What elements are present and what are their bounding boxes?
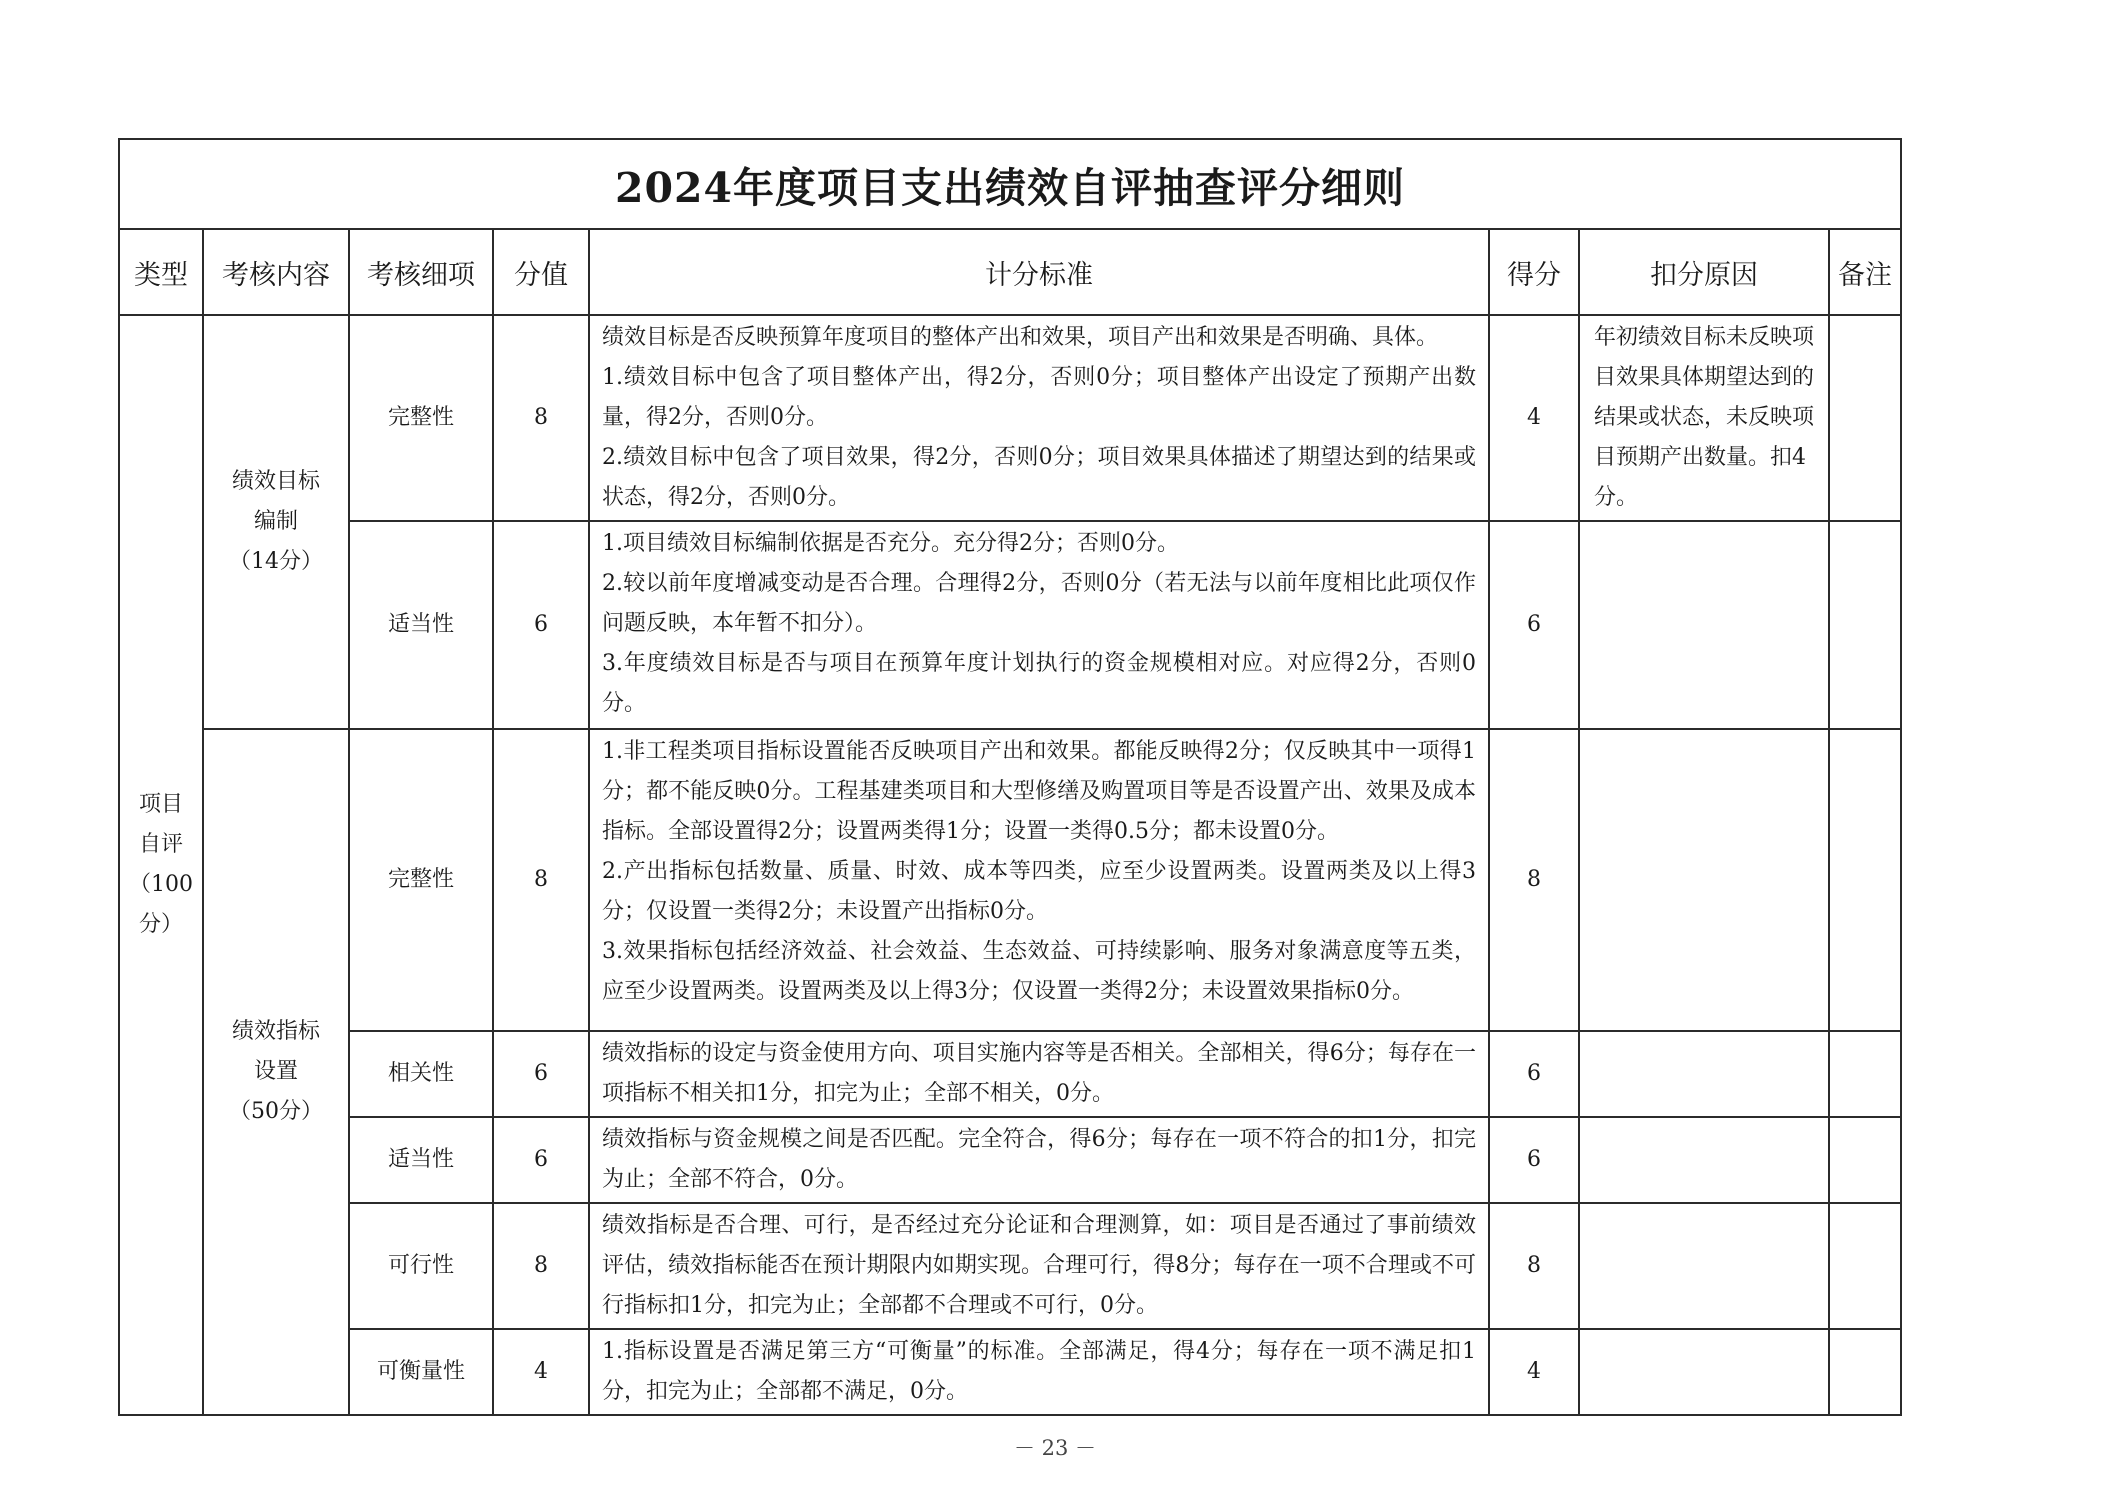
remarks-cell xyxy=(1829,1203,1901,1329)
group-goal-cell xyxy=(203,315,349,729)
text-line: 绩效指标 xyxy=(231,1019,320,1044)
text-line: 1.绩效目标中包含了项目整体产出，得2分，否则0分；项目整体产出设定了预期产出数量，得2分，否则0分。 xyxy=(602,365,1476,430)
table-row xyxy=(119,1031,1901,1117)
reason-cell xyxy=(1579,1031,1829,1117)
obtained-cell: 4 xyxy=(1489,1329,1579,1415)
obtained-cell: 6 xyxy=(1489,521,1579,729)
text-line: 3.效果指标包括经济效益、社会效益、生态效益、可持续影响、服务对象满意度等五类，应至少设置两类。设置两类及以上得3分；仅设置一类得2分；未设置效果指标0分。 xyxy=(602,939,1476,1004)
text-line: 3.年度绩效目标是否与项目在预算年度计划执行的资金规模相对应。对应得2分，否则0分。 xyxy=(602,651,1476,716)
text-line: 分） xyxy=(138,912,183,937)
text-line: 2.产出指标包括数量、质量、时效、成本等四类，应至少设置两类。设置两类及以上得3分；仅设置一类得2分；未设置产出指标0分。 xyxy=(602,859,1476,924)
header-reason: 扣分原因 xyxy=(1579,229,1829,315)
item-cell: 可衡量性 xyxy=(349,1329,493,1415)
document-title: 2024年度项目支出绩效自评抽查评分细则 xyxy=(119,139,1901,229)
header-criteria: 计分标准 xyxy=(589,229,1489,315)
criteria-cell xyxy=(589,315,1489,521)
reason-cell xyxy=(1579,1329,1829,1415)
text-line: 设置 xyxy=(253,1059,298,1084)
category-cell xyxy=(119,315,203,1415)
reason-cell xyxy=(1579,521,1829,729)
table-row xyxy=(119,315,1901,521)
score-cell: 8 xyxy=(493,1203,589,1329)
remarks-cell xyxy=(1829,1117,1901,1203)
text-line: 编制 xyxy=(253,509,298,534)
score-cell: 4 xyxy=(493,1329,589,1415)
header-content: 考核内容 xyxy=(203,229,349,315)
item-cell: 适当性 xyxy=(349,521,493,729)
item-cell: 完整性 xyxy=(349,315,493,521)
criteria-cell xyxy=(589,521,1489,729)
criteria-cell xyxy=(589,729,1489,1031)
scoring-table xyxy=(118,138,1902,1416)
remarks-cell xyxy=(1829,1329,1901,1415)
item-cell: 相关性 xyxy=(349,1031,493,1117)
item-cell: 适当性 xyxy=(349,1117,493,1203)
text-line: 绩效目标是否反映预算年度项目的整体产出和效果，项目产出和效果是否明确、具体。 xyxy=(602,325,1439,350)
obtained-cell: 4 xyxy=(1489,315,1579,521)
text-line: （100 xyxy=(129,872,193,897)
obtained-cell: 6 xyxy=(1489,1117,1579,1203)
remarks-cell xyxy=(1829,521,1901,729)
header-item: 考核细项 xyxy=(349,229,493,315)
table-row xyxy=(119,1117,1901,1203)
page-number: － 23 － xyxy=(1013,1436,1097,1460)
obtained-cell: 6 xyxy=(1489,1031,1579,1117)
header-obtained: 得分 xyxy=(1489,229,1579,315)
item-cell: 完整性 xyxy=(349,729,493,1031)
text-line: 1.项目绩效目标编制依据是否充分。充分得2分；否则0分。 xyxy=(602,531,1179,556)
header-row xyxy=(119,229,1901,315)
score-cell: 8 xyxy=(493,315,589,521)
header-type: 类型 xyxy=(119,229,203,315)
group-indicator-cell xyxy=(203,729,349,1415)
text-line: 自评 xyxy=(138,832,183,857)
score-cell: 6 xyxy=(493,521,589,729)
score-cell: 8 xyxy=(493,729,589,1031)
reason-cell: 年初绩效目标未反映项目效果具体期望达到的结果或状态，未反映项目预期产出数量。扣4分。 xyxy=(1579,315,1829,521)
obtained-cell: 8 xyxy=(1489,729,1579,1031)
remarks-cell xyxy=(1829,729,1901,1031)
reason-cell xyxy=(1579,729,1829,1031)
reason-cell xyxy=(1579,1117,1829,1203)
header-remarks: 备注 xyxy=(1829,229,1901,315)
text-line: 项目 xyxy=(138,792,183,817)
header-score: 分值 xyxy=(493,229,589,315)
text-line: （14分） xyxy=(229,549,323,574)
criteria-cell: 1.指标设置是否满足第三方“可衡量”的标准。全部满足，得4分；每存在一项不满足扣1分，扣完为止；全部都不满足，0分。 xyxy=(589,1329,1489,1415)
text-line: 2.较以前年度增减变动是否合理。合理得2分，否则0分（若无法与以前年度相比此项仅作问题反映，本年暂不扣分）。 xyxy=(602,571,1476,636)
criteria-cell: 绩效指标的设定与资金使用方向、项目实施内容等是否相关。全部相关，得6分；每存在一项指标不相关扣1分，扣完为止；全部不相关，0分。 xyxy=(589,1031,1489,1117)
text-line: 1.非工程类项目指标设置能否反映项目产出和效果。都能反映得2分；仅反映其中一项得1分；都不能反映0分。工程基建类项目和大型修缮及购置项目等是否设置产出、效果及成本指标。全部设置得2分；设置两类得1分；设置一类得0.5分；都未设置0分。 xyxy=(602,739,1476,844)
criteria-cell: 绩效指标是否合理、可行，是否经过充分论证和合理测算，如：项目是否通过了事前绩效评估，绩效指标能否在预计期限内如期实现。合理可行，得8分；每存在一项不合理或不可行指标扣1分，扣完为止；全部都不合理或不可行，0分。 xyxy=(589,1203,1489,1329)
text-line: （50分） xyxy=(229,1099,323,1124)
table-row xyxy=(119,1203,1901,1329)
obtained-cell: 8 xyxy=(1489,1203,1579,1329)
item-cell: 可行性 xyxy=(349,1203,493,1329)
score-cell: 6 xyxy=(493,1031,589,1117)
score-cell: 6 xyxy=(493,1117,589,1203)
remarks-cell xyxy=(1829,1031,1901,1117)
table-row xyxy=(119,521,1901,729)
table-row xyxy=(119,1329,1901,1415)
criteria-cell: 绩效指标与资金规模之间是否匹配。完全符合，得6分；每存在一项不符合的扣1分，扣完为止；全部不符合，0分。 xyxy=(589,1117,1489,1203)
text-line: 2.绩效目标中包含了项目效果，得2分，否则0分；项目效果具体描述了期望达到的结果或状态，得2分，否则0分。 xyxy=(602,445,1476,510)
table-row xyxy=(119,729,1901,1031)
remarks-cell xyxy=(1829,315,1901,521)
reason-cell xyxy=(1579,1203,1829,1329)
text-line: 绩效目标 xyxy=(231,469,320,494)
